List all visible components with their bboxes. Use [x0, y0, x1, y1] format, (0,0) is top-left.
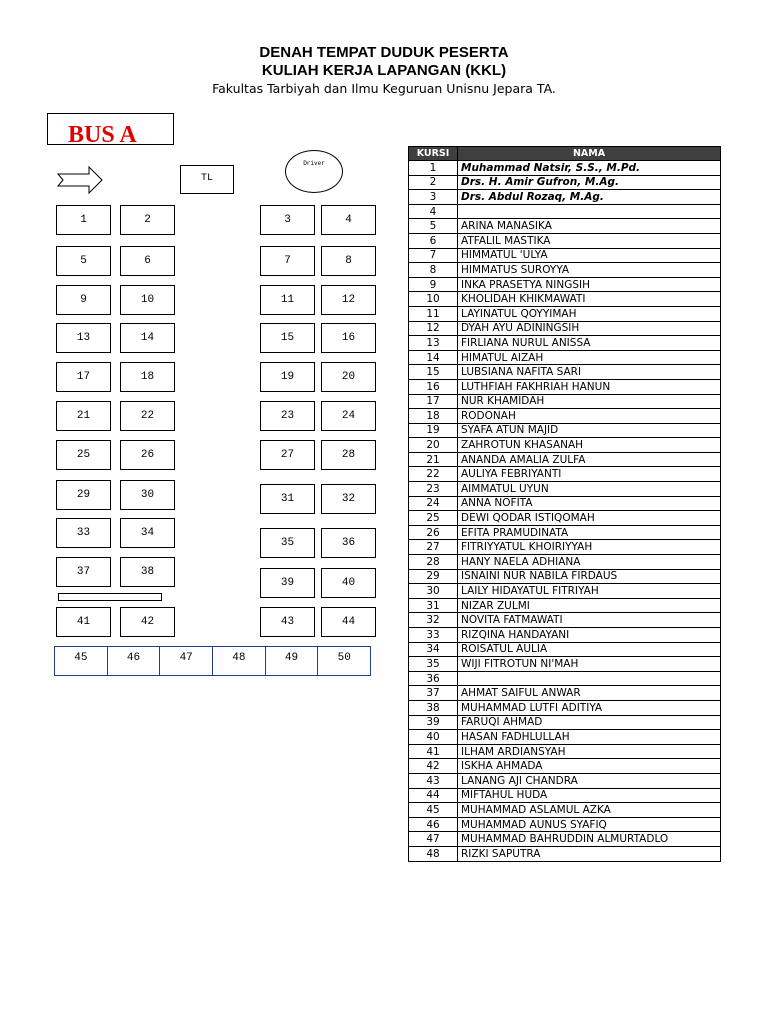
table-row	[409, 277, 721, 292]
seat-box: 22	[120, 401, 175, 431]
table-row	[409, 336, 721, 351]
seat-box: 28	[321, 440, 376, 470]
table-row	[409, 306, 721, 321]
seat-box: 31	[260, 484, 315, 514]
document-title: DENAH TEMPAT DUDUK PESERTA	[259, 44, 509, 61]
seat-number-cell: 4	[409, 204, 458, 219]
seat-box: 18	[120, 362, 175, 392]
seat-number-cell: 2	[409, 175, 458, 190]
name-cell: ANANDA AMALIA ZULFA	[458, 452, 721, 467]
seat-number-cell: 29	[409, 569, 458, 584]
seat-number-cell: 30	[409, 584, 458, 599]
name-cell: Drs. H. Amir Gufron, M.Ag.	[458, 175, 721, 190]
seat-box: 7	[260, 246, 315, 276]
name-cell	[458, 671, 721, 686]
name-cell: MIFTAHUL HUDA	[458, 788, 721, 803]
seat-number-cell: 37	[409, 686, 458, 701]
seat-number-cell: 28	[409, 555, 458, 570]
table-row	[409, 759, 721, 774]
seat-box: 14	[120, 323, 175, 353]
table-row	[409, 744, 721, 759]
table-row	[409, 613, 721, 628]
seat-number-cell: 1	[409, 161, 458, 176]
seat-box: 37	[56, 557, 111, 587]
name-cell: HIMATUL AIZAH	[458, 350, 721, 365]
table-row	[409, 598, 721, 613]
table-row	[409, 233, 721, 248]
table-row	[409, 730, 721, 745]
table-row	[409, 423, 721, 438]
seat-box: 42	[120, 607, 175, 637]
seat-number-cell: 14	[409, 350, 458, 365]
seat-box: 43	[260, 607, 315, 637]
table-row	[409, 686, 721, 701]
seat-number-cell: 26	[409, 525, 458, 540]
table-row	[409, 569, 721, 584]
name-cell: HIMMATUS SUROYYA	[458, 263, 721, 278]
seat-number-cell: 42	[409, 759, 458, 774]
table-row	[409, 248, 721, 263]
seat-number-cell: 10	[409, 292, 458, 307]
seat-number-cell: 23	[409, 482, 458, 497]
seat-box: 30	[120, 480, 175, 510]
back-row-seat: 47	[160, 647, 213, 675]
seat-box: 21	[56, 401, 111, 431]
name-cell: HANY NAELA ADHIANA	[458, 555, 721, 570]
seat-box: 27	[260, 440, 315, 470]
name-cell: ISKHA AHMADA	[458, 759, 721, 774]
seat-number-cell: 18	[409, 409, 458, 424]
seat-number-cell: 25	[409, 511, 458, 526]
seat-box: 38	[120, 557, 175, 587]
aisle-divider	[58, 593, 162, 601]
passenger-table	[408, 146, 721, 862]
seat-box: 13	[56, 323, 111, 353]
name-cell: RODONAH	[458, 409, 721, 424]
name-cell: RIZKI SAPUTRA	[458, 846, 721, 861]
seat-number-cell: 47	[409, 832, 458, 847]
name-cell: NUR KHAMIDAH	[458, 394, 721, 409]
name-cell: LUTHFIAH FAKHRIAH HANUN	[458, 379, 721, 394]
table-row	[409, 452, 721, 467]
seat-box: 36	[321, 528, 376, 558]
table-row	[409, 496, 721, 511]
arrow-right-icon	[57, 166, 103, 194]
name-cell: ARINA MANASIKA	[458, 219, 721, 234]
name-cell: Drs. Abdul Rozaq, M.Ag.	[458, 190, 721, 205]
seat-box: 10	[120, 285, 175, 315]
table-row	[409, 379, 721, 394]
table-row	[409, 409, 721, 424]
seat-box: 16	[321, 323, 376, 353]
name-cell: NOVITA FATMAWATI	[458, 613, 721, 628]
name-cell: ILHAM ARDIANSYAH	[458, 744, 721, 759]
back-row-seat: 49	[266, 647, 319, 675]
name-cell: HIMMATUL 'ULYA	[458, 248, 721, 263]
name-cell: DEWI QODAR ISTIQOMAH	[458, 511, 721, 526]
table-row	[409, 175, 721, 190]
document-subtitle: KULIAH KERJA LAPANGAN (KKL)	[261, 62, 507, 79]
seat-number-cell: 19	[409, 423, 458, 438]
name-cell: FARUQI AHMAD	[458, 715, 721, 730]
name-cell: LAYINATUL QOYYIMAH	[458, 306, 721, 321]
table-row	[409, 511, 721, 526]
document-faculty-line: Fakultas Tarbiyah dan Ilmu Keguruan Unisnu Jepara TA.	[212, 81, 556, 96]
table-header-row	[409, 147, 721, 161]
back-row-seat: 45	[55, 647, 108, 675]
name-cell: AULIYA FEBRIYANTI	[458, 467, 721, 482]
seat-box: 26	[120, 440, 175, 470]
seat-box: 3	[260, 205, 315, 235]
name-cell: HASAN FADHLULLAH	[458, 730, 721, 745]
back-row-seat: 50	[337, 652, 351, 664]
seat-box: 9	[56, 285, 111, 315]
seat-box: 29	[56, 480, 111, 510]
seat-number-cell: 31	[409, 598, 458, 613]
table-row	[409, 394, 721, 409]
seat-number-cell: 6	[409, 233, 458, 248]
name-cell: RIZQINA HANDAYANI	[458, 628, 721, 643]
seat-number-cell: 33	[409, 628, 458, 643]
table-row	[409, 555, 721, 570]
name-cell: ANNA NOFITA	[458, 496, 721, 511]
seat-box: 11	[260, 285, 315, 315]
seat-box: 25	[56, 440, 111, 470]
name-cell: LAILY HIDAYATUL FITRIYAH	[458, 584, 721, 599]
table-row	[409, 671, 721, 686]
table-row	[409, 292, 721, 307]
seat-number-cell: 20	[409, 438, 458, 453]
table-row	[409, 482, 721, 497]
name-cell	[458, 204, 721, 219]
table-row	[409, 803, 721, 818]
name-cell: ZAHROTUN KHASANAH	[458, 438, 721, 453]
seat-number-cell: 24	[409, 496, 458, 511]
seat-number-cell: 11	[409, 306, 458, 321]
name-cell: KHOLIDAH KHIKMAWATI	[458, 292, 721, 307]
name-cell: MUHAMMAD LUTFI ADITIYA	[458, 700, 721, 715]
table-row	[409, 525, 721, 540]
seat-number-cell: 15	[409, 365, 458, 380]
seat-number-cell: 46	[409, 817, 458, 832]
name-cell: MUHAMMAD AUNUS SYAFIQ	[458, 817, 721, 832]
seat-number-cell: 5	[409, 219, 458, 234]
table-row	[409, 846, 721, 861]
name-cell: Muhammad Natsir, S.S., M.Pd.	[458, 161, 721, 176]
seat-number-cell: 3	[409, 190, 458, 205]
name-cell: LUBSIANA NAFITA SARI	[458, 365, 721, 380]
seat-box: 39	[260, 568, 315, 598]
table-row	[409, 467, 721, 482]
table-row	[409, 540, 721, 555]
table-row	[409, 263, 721, 278]
name-cell: FITRIYYATUL KHOIRIYYAH	[458, 540, 721, 555]
seat-box: 8	[321, 246, 376, 276]
name-cell: FIRLIANA NURUL ANISSA	[458, 336, 721, 351]
table-row	[409, 657, 721, 672]
name-cell: ATFALIL MASTIKA	[458, 233, 721, 248]
name-cell: MUHAMMAD ASLAMUL AZKA	[458, 803, 721, 818]
kursi-column-header: KURSI	[409, 147, 458, 161]
table-row	[409, 350, 721, 365]
table-row	[409, 219, 721, 234]
table-row	[409, 584, 721, 599]
seat-number-cell: 8	[409, 263, 458, 278]
table-row	[409, 161, 721, 176]
seat-number-cell: 21	[409, 452, 458, 467]
bus-label: BUS A	[47, 113, 174, 145]
table-row	[409, 204, 721, 219]
seat-number-cell: 7	[409, 248, 458, 263]
seat-box: 6	[120, 246, 175, 276]
seat-box: 2	[120, 205, 175, 235]
seat-number-cell: 12	[409, 321, 458, 336]
name-cell: LANANG AJI CHANDRA	[458, 773, 721, 788]
name-cell: AIMMATUL UYUN	[458, 482, 721, 497]
seat-box: 5	[56, 246, 111, 276]
table-row	[409, 700, 721, 715]
seat-number-cell: 43	[409, 773, 458, 788]
seat-number-cell: 22	[409, 467, 458, 482]
seat-box: 35	[260, 528, 315, 558]
seat-box: 20	[321, 362, 376, 392]
back-row	[54, 646, 371, 676]
name-cell: DYAH AYU ADININGSIH	[458, 321, 721, 336]
seat-number-cell: 44	[409, 788, 458, 803]
seat-box: 15	[260, 323, 315, 353]
seat-box: 12	[321, 285, 376, 315]
seat-number-cell: 13	[409, 336, 458, 351]
seat-number-cell: 38	[409, 700, 458, 715]
seat-number-cell: 32	[409, 613, 458, 628]
seat-number-cell: 17	[409, 394, 458, 409]
table-row	[409, 190, 721, 205]
seat-box: 34	[120, 518, 175, 548]
name-cell: INKA PRASETYA NINGSIH	[458, 277, 721, 292]
table-row	[409, 773, 721, 788]
name-cell: MUHAMMAD BAHRUDDIN ALMURTADLO	[458, 832, 721, 847]
name-cell: EFITA PRAMUDINATA	[458, 525, 721, 540]
seat-number-cell: 40	[409, 730, 458, 745]
table-row	[409, 321, 721, 336]
table-row	[409, 817, 721, 832]
table-row	[409, 832, 721, 847]
seat-box: 23	[260, 401, 315, 431]
seat-number-cell: 45	[409, 803, 458, 818]
table-row	[409, 365, 721, 380]
table-row	[409, 642, 721, 657]
seat-box: 41	[56, 607, 111, 637]
seat-box: 1	[56, 205, 111, 235]
name-cell: ISNAINI NUR NABILA FIRDAUS	[458, 569, 721, 584]
tour-leader-seat: TL	[180, 165, 234, 194]
seat-number-cell: 39	[409, 715, 458, 730]
seat-box: 19	[260, 362, 315, 392]
seat-box: 44	[321, 607, 376, 637]
seat-number-cell: 48	[409, 846, 458, 861]
seat-box: 17	[56, 362, 111, 392]
seat-number-cell: 35	[409, 657, 458, 672]
back-row-seat: 46	[108, 647, 161, 675]
name-cell: SYAFA ATUN MAJID	[458, 423, 721, 438]
seat-number-cell: 16	[409, 379, 458, 394]
table-row	[409, 628, 721, 643]
seat-box: 24	[321, 401, 376, 431]
name-cell: NIZAR ZULMI	[458, 598, 721, 613]
table-row	[409, 438, 721, 453]
name-cell: ROISATUL AULIA	[458, 642, 721, 657]
seat-box: 40	[321, 568, 376, 598]
nama-column-header: NAMA	[458, 147, 721, 161]
back-row-seat: 48	[213, 647, 266, 675]
seat-number-cell: 9	[409, 277, 458, 292]
seat-number-cell: 27	[409, 540, 458, 555]
table-row	[409, 788, 721, 803]
seat-box: 4	[321, 205, 376, 235]
name-cell: AHMAT SAIFUL ANWAR	[458, 686, 721, 701]
driver-seat: Driver	[285, 150, 343, 193]
seat-number-cell: 41	[409, 744, 458, 759]
table-row	[409, 715, 721, 730]
seat-box: 33	[56, 518, 111, 548]
seat-number-cell: 36	[409, 671, 458, 686]
seat-box: 32	[321, 484, 376, 514]
seat-number-cell: 34	[409, 642, 458, 657]
name-cell: WIJI FITROTUN NI'MAH	[458, 657, 721, 672]
